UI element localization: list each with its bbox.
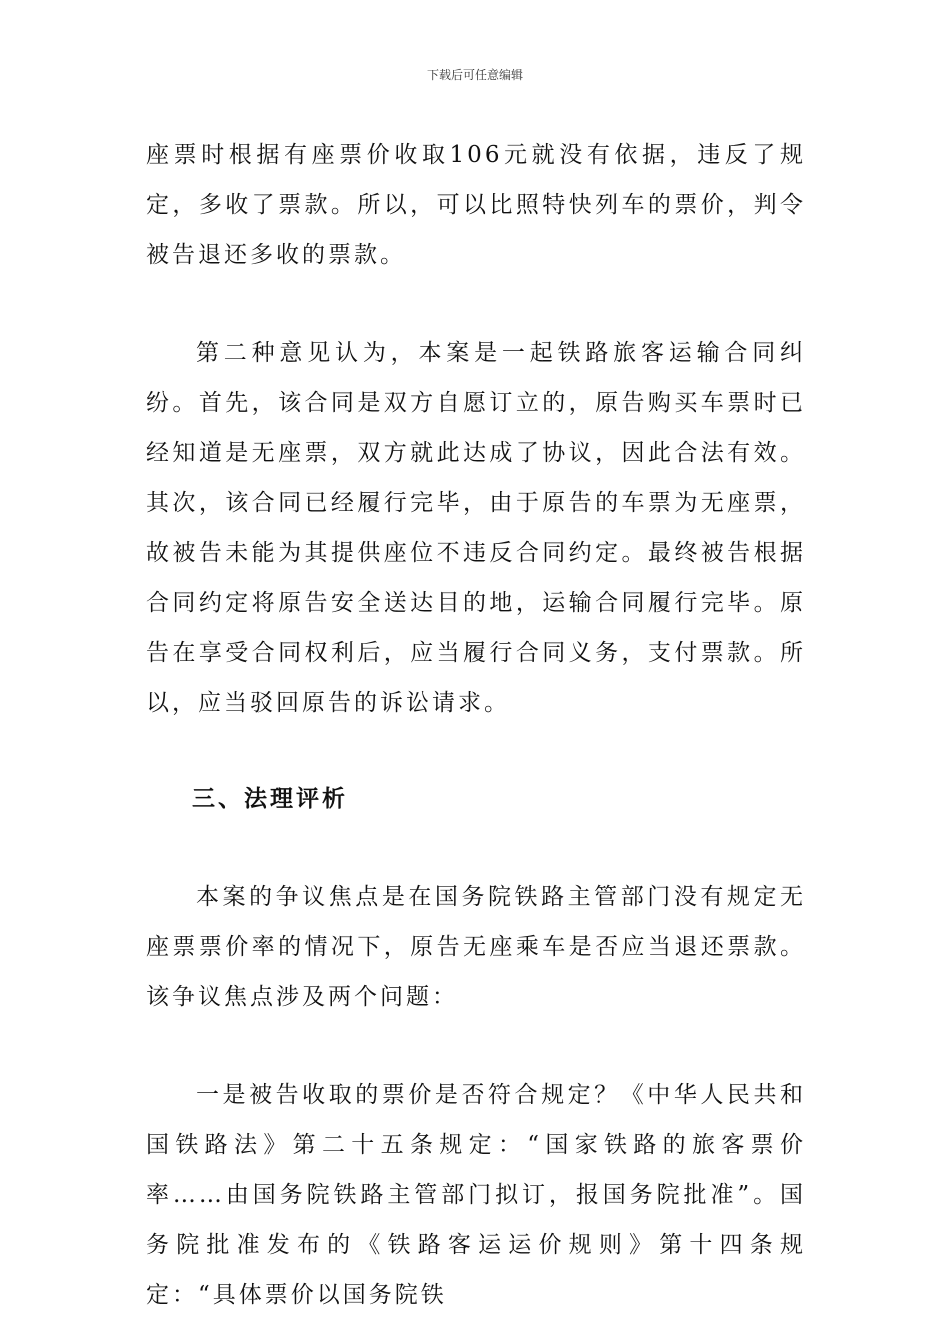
paragraph-continued: 座票时根据有座票价收取106元就没有依据，违反了规定，多收了票款。所以，可以比照特快列车的票价，判令被告退还多收的票款。 (146, 142, 806, 268)
section-heading: 三、法理评析 (192, 785, 348, 812)
paragraph-second-opinion: 第二种意见认为，本案是一起铁路旅客运输合同纠纷。首先，该合同是双方自愿订立的，原告购买车票时已经知道是无座票，双方就此达成了协议，因此合法有效。其次，该合同已经履行完毕，由于原告的车票为无座票，故被告未能为其提供座位不违反合同约定。最终被告根据合同约定将原告安全送达目的地，运输合同履行完毕。原告在享受合同权利后，应当履行合同义务，支付票款。所以，应当驳回原告的诉讼请求。 (146, 340, 806, 716)
page-header: 下载后可任意编辑 (426, 68, 523, 82)
paragraph-focus: 本案的争议焦点是在国务院铁路主管部门没有规定无座票票价率的情况下，原告无座乘车是否应当退还票款。该争议焦点涉及两个问题： (146, 884, 806, 1010)
paragraph-issue-one: 一是被告收取的票价是否符合规定？《中华人民共和国铁路法》第二十五条规定：“国家铁路的旅客票价率……由国务院铁路主管部门拟订，报国务院批准”。国务院批准发布的《铁路客运运价规则》第十四条规定：“具体票价以国务院铁 (146, 1082, 806, 1308)
document-body (146, 130, 806, 1320)
